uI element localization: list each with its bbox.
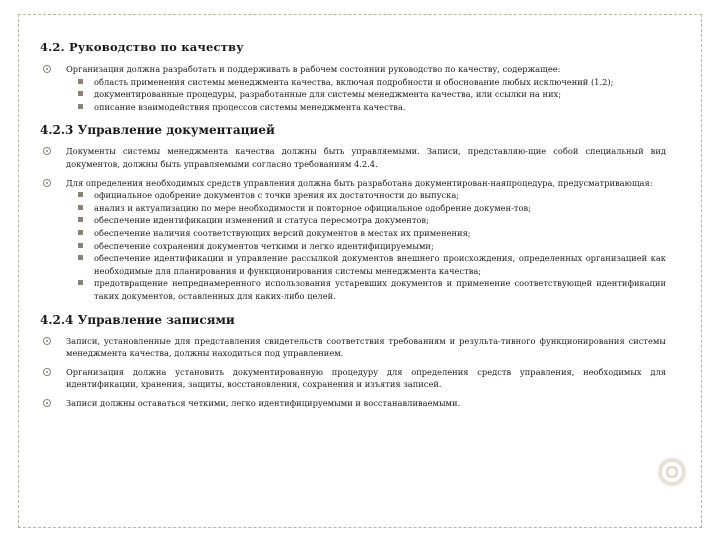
square-bullet-icon bbox=[78, 280, 83, 285]
square-bullet-icon bbox=[78, 104, 83, 109]
list-item: документированные процедуры, разработанные для системы менеджмента качества, или ссылки на них; bbox=[66, 88, 666, 101]
paragraph bbox=[40, 335, 666, 360]
paragraph-text: Организация должна установить документированную процедуру для определения средств управления, необходимых для идентификации, хранения, защиты, восстановления, сохранения и изъятия записей. bbox=[66, 366, 666, 390]
section-title-4-2-3: 4.2.3 Управление документацией bbox=[40, 123, 275, 138]
list-item: область применения системы менеджмента качества, включая подробности и обоснование любых исключений (1.2); bbox=[66, 76, 666, 89]
paragraph-text: Записи должны оставаться четкими, легко идентифицируемыми и восстанавливаемыми. bbox=[66, 397, 461, 408]
section-title-4-2: 4.2. Руководство по качеству bbox=[40, 40, 244, 54]
list-item: предотвращение непреднамеренного использования устаревших документов и применение соответствующей идентификации таких документов, оставленных для каких-либо целей. bbox=[66, 277, 666, 302]
paragraph bbox=[40, 63, 666, 113]
list-item: обеспечение сохранения документов четкими и легко идентифицируемыми; bbox=[66, 240, 666, 253]
list-item: описание взаимодействия процессов системы менеджмента качества. bbox=[66, 101, 666, 114]
sub-list bbox=[66, 189, 666, 302]
square-bullet-icon bbox=[78, 91, 83, 96]
decorative-circle-icon bbox=[658, 458, 686, 486]
square-bullet-icon bbox=[78, 192, 83, 197]
circle-bullet-icon bbox=[43, 179, 51, 187]
slide-content bbox=[40, 40, 666, 415]
paragraph bbox=[40, 177, 666, 303]
list-item: официальное одобрение документов с точки зрения их достаточности до выпуска; bbox=[66, 189, 666, 202]
square-bullet-icon bbox=[78, 230, 83, 235]
sub-list bbox=[66, 76, 666, 114]
paragraph-text: Документы системы менеджмента качества должны быть управляемыми. Записи, представляю-щие собой специальный вид документов, должны быть управляемыми согласно требованиям 4.2.4. bbox=[66, 146, 666, 169]
paragraph-text: Записи, установленные для представления свидетельств соответствия требованиям и результа-тивного функционирования системы менеджмента качества, должны находиться под управлением. bbox=[66, 335, 666, 359]
square-bullet-icon bbox=[78, 217, 83, 222]
square-bullet-icon bbox=[78, 255, 83, 260]
circle-bullet-icon bbox=[43, 399, 51, 407]
paragraph-text: Организация должна разработать и поддерживать в рабочем состоянии руководство по качеству, содержащее: bbox=[66, 64, 561, 74]
list-item: обеспечение идентификации изменений и статуса пересмотра документов; bbox=[66, 214, 666, 227]
circle-bullet-icon bbox=[43, 147, 51, 155]
square-bullet-icon bbox=[78, 205, 83, 210]
square-bullet-icon bbox=[78, 79, 83, 84]
paragraph bbox=[40, 397, 666, 410]
paragraph-text: Для определения необходимых средств управления должна быть разработана документирован-наяпроцедура, предусматривающая: bbox=[66, 177, 653, 188]
paragraph bbox=[40, 145, 666, 170]
section-title-4-2-4: 4.2.4 Управление записями bbox=[40, 312, 235, 327]
list-item: обеспечение наличия соответствующих версий документов в местах их применения; bbox=[66, 227, 666, 240]
list-item: анализ и актуализацию по мере необходимости и повторное официальное одобрение докумен-тов; bbox=[66, 202, 666, 215]
square-bullet-icon bbox=[78, 243, 83, 248]
paragraph bbox=[40, 366, 666, 391]
circle-bullet-icon bbox=[43, 337, 51, 345]
circle-bullet-icon bbox=[43, 65, 51, 73]
list-item: обеспечение идентификации и управление рассылкой документов внешнего происхождения, определенных организацией как необходимые для планирования и функционирования системы менеджмента качества; bbox=[66, 252, 666, 277]
circle-bullet-icon bbox=[43, 368, 51, 376]
